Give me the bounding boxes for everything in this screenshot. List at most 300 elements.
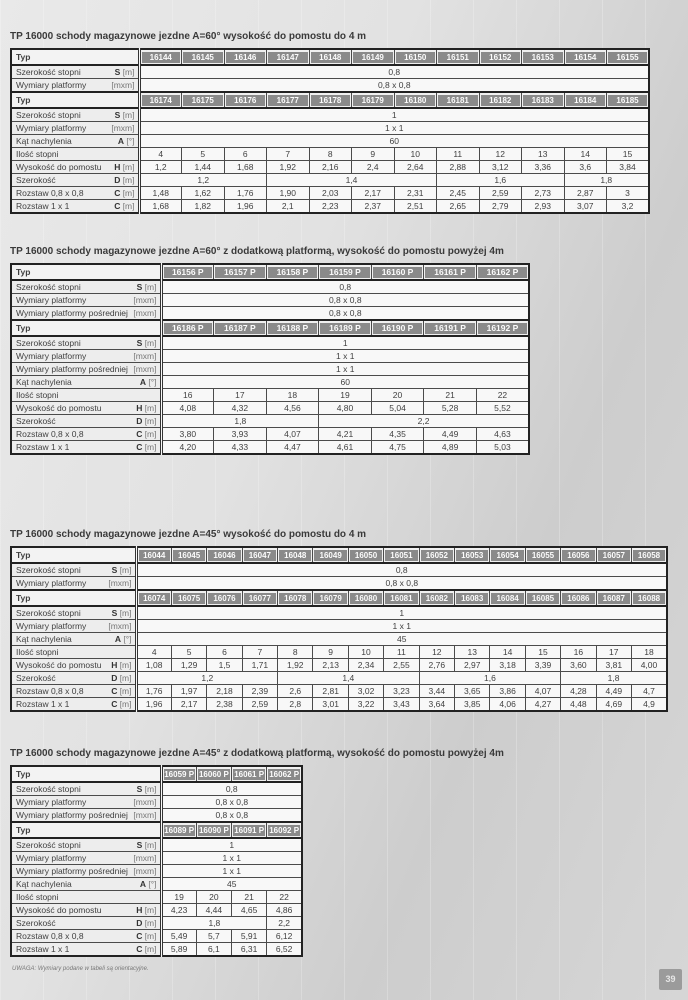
- value-cell: 19: [161, 891, 196, 904]
- table-title: TP 16000 schody magazynowe jezdne A=45° wysokość do pomostu do 4 m: [10, 529, 367, 540]
- typ-cell: [161, 264, 214, 280]
- typ-chip: 16180: [396, 95, 436, 106]
- row-unit: [111, 685, 131, 697]
- value-cell: 4,08: [161, 402, 214, 415]
- value-cell-merged: 0,8: [139, 65, 649, 79]
- row-label: [12, 904, 160, 916]
- value-cell: 2,87: [564, 187, 607, 200]
- value-cell: 10: [394, 148, 437, 161]
- value-cell: 1,68: [139, 200, 182, 214]
- row-unit: [115, 109, 135, 121]
- value-cell: 1,5: [207, 659, 242, 672]
- value-cell-merged: 0,8 x 0,8: [139, 79, 649, 93]
- row-unit: [111, 79, 134, 91]
- section-a60-above-4m: [10, 246, 530, 455]
- typ-cell: [479, 92, 522, 108]
- row-unit: [115, 633, 132, 645]
- typ-cell: [479, 49, 522, 65]
- value-cell: 14: [490, 646, 525, 659]
- typ-chip: 16077: [244, 593, 276, 604]
- typ-cell: [266, 320, 319, 336]
- typ-cell: [564, 49, 607, 65]
- row-label-text: Wymiary platformy: [16, 123, 87, 133]
- row-label-cell: [11, 838, 161, 852]
- row-label-cell: [11, 92, 139, 108]
- value-cell: 8: [309, 148, 352, 161]
- typ-chip: 16153: [523, 52, 563, 63]
- value-cell-span: 1,2: [136, 672, 278, 685]
- row-label-text: Szerokość: [16, 416, 56, 426]
- value-cell-merged: 0,8: [161, 782, 302, 796]
- value-cell: 10: [348, 646, 383, 659]
- value-cell: 3,86: [490, 685, 525, 698]
- value-cell: 16: [161, 389, 214, 402]
- unit-bracket: [m]: [142, 944, 157, 954]
- row-label-cell: [11, 49, 139, 65]
- typ-cell: [309, 92, 352, 108]
- table-row: [11, 620, 667, 633]
- value-cell: 2,65: [437, 200, 480, 214]
- row-label: [12, 307, 160, 319]
- value-cell: 4,32: [214, 402, 267, 415]
- typ-chip: 16188 P: [268, 323, 318, 334]
- row-label-text: Kąt nachylenia: [16, 634, 72, 644]
- typ-chip: 16161 P: [425, 267, 475, 278]
- row-unit: [133, 350, 156, 362]
- table-row: [11, 782, 302, 796]
- table-row: [11, 809, 302, 823]
- typ-chip: 16092 P: [269, 825, 300, 835]
- row-label: [12, 363, 160, 375]
- row-label-text: Szerokość stopni: [16, 608, 81, 618]
- value-cell: 15: [525, 646, 560, 659]
- row-label-text: Typ: [16, 52, 31, 62]
- value-cell: 3,23: [384, 685, 419, 698]
- row-unit: [111, 659, 131, 671]
- row-label: [12, 685, 135, 697]
- row-unit: [114, 200, 134, 212]
- row-unit: [136, 441, 156, 453]
- table-row: [11, 904, 302, 917]
- typ-cell: [139, 49, 182, 65]
- table-row: [11, 428, 529, 441]
- value-cell-merged: 1 x 1: [161, 865, 302, 878]
- row-label: [12, 322, 160, 334]
- unit-symbol: H: [111, 660, 118, 670]
- row-label: [12, 865, 160, 877]
- unit-symbol: C: [111, 699, 118, 709]
- row-label: [12, 441, 160, 453]
- value-cell: 3,39: [525, 659, 560, 672]
- row-unit: [111, 122, 134, 134]
- typ-chip: 16079: [314, 593, 346, 604]
- typ-chip: 16178: [311, 95, 351, 106]
- row-label-cell: [11, 659, 136, 672]
- table-title: TP 16000 schody magazynowe jezdne A=45° z dodatkową platformą, wysokość do pomostu powyżej 4m: [10, 748, 504, 759]
- typ-cell: [196, 822, 231, 838]
- typ-chip: 16084: [491, 593, 523, 604]
- row-label: [12, 135, 138, 147]
- typ-chip: 16151: [438, 52, 478, 63]
- value-cell-span: 1,8: [564, 174, 649, 187]
- typ-chip: 16158 P: [268, 267, 318, 278]
- row-unit: [115, 66, 135, 78]
- unit-symbol: S: [111, 565, 118, 575]
- row-unit: [111, 672, 131, 684]
- unit-bracket: [m]: [120, 175, 135, 185]
- value-cell: 2,79: [479, 200, 522, 214]
- value-cell: 5,03: [476, 441, 529, 455]
- table-row: [11, 363, 529, 376]
- typ-chip: 16057: [598, 550, 630, 561]
- table-row: [11, 852, 302, 865]
- typ-cell: [348, 547, 383, 563]
- row-unit: [108, 620, 131, 632]
- typ-cell: [319, 264, 372, 280]
- row-label-text: Szerokość stopni: [16, 565, 81, 575]
- value-cell-merged: 60: [139, 135, 649, 148]
- typ-chip: 16154: [566, 52, 606, 63]
- typ-chip: 16152: [481, 52, 521, 63]
- value-cell-span: 1,6: [419, 672, 561, 685]
- table-row: [11, 389, 529, 402]
- row-label: [12, 564, 135, 576]
- typ-cell: [476, 264, 529, 280]
- value-cell: 4,47: [266, 441, 319, 455]
- value-cell: 4: [139, 148, 182, 161]
- typ-chip: 16059 P: [164, 769, 195, 779]
- unit-symbol: C: [136, 442, 143, 452]
- typ-chip: 16047: [244, 550, 276, 561]
- row-label-text: Wysokość do pomostu: [16, 162, 102, 172]
- unit-bracket: [mxm]: [108, 578, 132, 588]
- row-unit: [133, 809, 156, 821]
- value-cell: 1,90: [267, 187, 310, 200]
- row-label: [12, 577, 135, 589]
- row-label-cell: [11, 79, 139, 93]
- typ-chip: 16185: [608, 95, 647, 106]
- value-cell: 2,6: [278, 685, 313, 698]
- value-cell: 7: [267, 148, 310, 161]
- typ-cell: [371, 320, 424, 336]
- value-cell: 5,89: [161, 943, 196, 957]
- typ-chip: 16145: [183, 52, 223, 63]
- value-cell: 4,33: [214, 441, 267, 455]
- row-label-text: Wymiary platformy: [16, 797, 87, 807]
- typ-chip: 16060 P: [198, 769, 229, 779]
- table-row: [11, 79, 649, 93]
- row-label-cell: [11, 65, 139, 79]
- typ-chip: 16080: [350, 593, 382, 604]
- row-label: [12, 200, 138, 212]
- typ-chip: 16053: [456, 550, 488, 561]
- value-cell-merged: 0,8 x 0,8: [161, 809, 302, 823]
- row-label-cell: [11, 336, 161, 350]
- typ-chip: 16148: [311, 52, 351, 63]
- row-label: [12, 930, 160, 942]
- row-label: [12, 148, 138, 160]
- row-label: [12, 698, 135, 710]
- value-cell: 1,97: [171, 685, 206, 698]
- row-unit: [136, 402, 156, 414]
- row-label-cell: [11, 428, 161, 441]
- value-cell: 9: [352, 148, 395, 161]
- value-cell: 2,1: [267, 200, 310, 214]
- section-a45-up-to-4m: [10, 529, 668, 712]
- table-row: [11, 200, 649, 214]
- typ-cell: [561, 590, 596, 606]
- row-label-cell: [11, 865, 161, 878]
- value-cell: 2,8: [278, 698, 313, 712]
- typ-cell: [607, 49, 650, 65]
- value-cell-span: 2,2: [319, 415, 529, 428]
- unit-bracket: [mxm]: [133, 351, 157, 361]
- value-cell: 2,76: [419, 659, 454, 672]
- value-cell: 1,76: [224, 187, 267, 200]
- row-label-cell: [11, 917, 161, 930]
- value-cell: 18: [631, 646, 667, 659]
- typ-cell: [207, 547, 242, 563]
- unit-symbol: D: [111, 673, 118, 683]
- value-cell: 2,17: [352, 187, 395, 200]
- table-row: [11, 633, 667, 646]
- value-cell: 3,12: [479, 161, 522, 174]
- row-label-cell: [11, 943, 161, 957]
- spec-table: [10, 263, 530, 455]
- row-label: [12, 891, 160, 903]
- typ-chip: 16190 P: [373, 323, 423, 334]
- typ-cell: [596, 547, 631, 563]
- unit-bracket: [m]: [120, 67, 135, 77]
- value-cell: 3: [607, 187, 650, 200]
- typ-cell: [525, 590, 560, 606]
- value-cell-merged: 0,8: [161, 280, 529, 294]
- row-label-cell: [11, 363, 161, 376]
- unit-bracket: [m]: [142, 282, 157, 292]
- typ-cell: [242, 547, 277, 563]
- unit-symbol: C: [136, 931, 143, 941]
- row-unit: [133, 852, 156, 864]
- value-cell: 20: [371, 389, 424, 402]
- value-cell: 3,22: [348, 698, 383, 712]
- row-label-text: Wymiary platformy: [16, 853, 87, 863]
- row-label-text: Szerokość stopni: [16, 338, 81, 348]
- row-label-cell: [11, 878, 161, 891]
- row-label-text: Rozstaw 0,8 x 0,8: [16, 188, 84, 198]
- unit-symbol: A: [117, 136, 125, 146]
- spec-table-container: [10, 765, 504, 957]
- table-row: [11, 108, 649, 122]
- row-label: [12, 549, 135, 561]
- typ-chip: 16051: [385, 550, 417, 561]
- row-label: [12, 161, 138, 173]
- row-unit: [137, 281, 157, 293]
- table-row: [11, 672, 667, 685]
- typ-cell: [224, 92, 267, 108]
- unit-bracket: [m]: [117, 673, 132, 683]
- typ-chip: 16054: [491, 550, 523, 561]
- value-cell: 3,36: [522, 161, 565, 174]
- row-label-cell: [11, 376, 161, 389]
- typ-cell: [437, 49, 480, 65]
- typ-chip: 16075: [173, 593, 205, 604]
- unit-bracket: [m]: [120, 162, 135, 172]
- typ-cell: [352, 92, 395, 108]
- unit-bracket: [m]: [142, 931, 157, 941]
- typ-cell: [232, 766, 267, 782]
- row-label-text: Wymiary platformy: [16, 351, 87, 361]
- unit-bracket: [m]: [142, 905, 157, 915]
- typ-chip: 16159 P: [320, 267, 370, 278]
- unit-bracket: [m]: [117, 699, 132, 709]
- row-label-cell: [11, 441, 161, 455]
- spec-table-container: [10, 263, 530, 455]
- table-row: [11, 659, 667, 672]
- typ-cell: [424, 320, 477, 336]
- table-row: [11, 294, 529, 307]
- row-label-cell: [11, 200, 139, 214]
- unit-symbol: S: [136, 784, 143, 794]
- typ-chip: 16045: [173, 550, 205, 561]
- row-unit: [140, 878, 157, 890]
- unit-bracket: [m]: [142, 784, 157, 794]
- value-cell-merged: 0,8 x 0,8: [161, 307, 529, 321]
- row-label-cell: [11, 135, 139, 148]
- typ-cell: [278, 590, 313, 606]
- value-cell: 2,17: [171, 698, 206, 712]
- unit-symbol: S: [136, 840, 143, 850]
- value-cell: 2,34: [348, 659, 383, 672]
- row-label-text: Rozstaw 0,8 x 0,8: [16, 429, 84, 439]
- value-cell: 17: [214, 389, 267, 402]
- typ-chip: 16186 P: [164, 323, 213, 334]
- typ-cell: [267, 766, 302, 782]
- typ-cell: [561, 547, 596, 563]
- value-cell-span: 1,4: [267, 174, 437, 187]
- typ-cell: [607, 92, 650, 108]
- value-cell: 4,49: [424, 428, 477, 441]
- table-row: [11, 930, 302, 943]
- value-cell: 12: [419, 646, 454, 659]
- unit-bracket: [m]: [142, 442, 157, 452]
- value-cell: 2,59: [479, 187, 522, 200]
- typ-chip: 16085: [527, 593, 559, 604]
- row-label: [12, 187, 138, 199]
- typ-chip: 16046: [208, 550, 240, 561]
- row-label: [12, 266, 160, 278]
- table-title: TP 16000 schody magazynowe jezdne A=60° z dodatkową platformą, wysokość do pomostu powyżej 4m: [10, 246, 504, 257]
- row-label: [12, 768, 160, 780]
- value-cell: 2,97: [455, 659, 490, 672]
- unit-symbol: H: [136, 905, 143, 915]
- row-label-text: Kąt nachylenia: [16, 136, 72, 146]
- row-label-cell: [11, 264, 161, 280]
- row-label-text: Typ: [16, 769, 31, 779]
- typ-cell: [319, 320, 372, 336]
- row-label-cell: [11, 766, 161, 782]
- value-cell: 18: [266, 389, 319, 402]
- value-cell: 4,27: [525, 698, 560, 712]
- value-cell: 2,16: [309, 161, 352, 174]
- typ-chip: 16082: [421, 593, 453, 604]
- unit-bracket: [m]: [142, 403, 157, 413]
- unit-bracket: [mxm]: [111, 80, 135, 90]
- row-label: [12, 415, 160, 427]
- value-cell: 4,7: [631, 685, 667, 698]
- typ-cell: [371, 264, 424, 280]
- row-label: [12, 917, 160, 929]
- value-cell: 3,2: [607, 200, 650, 214]
- value-cell: 3,60: [561, 659, 596, 672]
- typ-cell: [384, 547, 419, 563]
- value-cell: 4,69: [596, 698, 631, 712]
- value-cell: 4,75: [371, 441, 424, 455]
- value-cell: 1,96: [224, 200, 267, 214]
- unit-symbol: A: [139, 377, 147, 387]
- row-label: [12, 294, 160, 306]
- row-label-text: Wymiary platformy: [16, 621, 87, 631]
- table-row: [11, 698, 667, 712]
- row-label-cell: [11, 606, 136, 620]
- row-label-text: Szerokość: [16, 673, 56, 683]
- value-cell: 4,28: [561, 685, 596, 698]
- value-cell: 13: [455, 646, 490, 659]
- value-cell: 11: [437, 148, 480, 161]
- row-label-text: Wymiary platformy pośredniej: [16, 810, 128, 820]
- value-cell: 4,20: [161, 441, 214, 455]
- typ-chip: 16187 P: [215, 323, 265, 334]
- unit-bracket: [°]: [146, 377, 157, 387]
- unit-symbol: D: [136, 918, 143, 928]
- row-label: [12, 376, 160, 388]
- unit-bracket: [mxm]: [133, 364, 157, 374]
- value-cell: 4: [136, 646, 171, 659]
- table-row: [11, 307, 529, 321]
- row-label: [12, 428, 160, 440]
- unit-bracket: [mxm]: [133, 866, 157, 876]
- footnote: UWAGA: Wymiary podane w tabeli są orientacyjne.: [12, 966, 149, 972]
- value-cell: 2,03: [309, 187, 352, 200]
- row-unit: [137, 783, 157, 795]
- unit-bracket: [m]: [117, 565, 132, 575]
- typ-chip: 16086: [562, 593, 594, 604]
- value-cell: 2,23: [309, 200, 352, 214]
- typ-cell: [207, 590, 242, 606]
- row-label-cell: [11, 402, 161, 415]
- unit-bracket: [m]: [142, 918, 157, 928]
- row-label-cell: [11, 930, 161, 943]
- typ-chip: 16076: [208, 593, 240, 604]
- typ-cell: [522, 92, 565, 108]
- row-label-cell: [11, 320, 161, 336]
- row-label: [12, 607, 135, 619]
- table-row: [11, 646, 667, 659]
- typ-chip: 16144: [142, 52, 181, 63]
- unit-symbol: A: [139, 879, 147, 889]
- row-label: [12, 839, 160, 851]
- row-unit: [136, 917, 156, 929]
- typ-cell: [419, 590, 454, 606]
- row-label-cell: [11, 415, 161, 428]
- value-cell: 14: [564, 148, 607, 161]
- value-cell: 1,96: [136, 698, 171, 712]
- unit-bracket: [mxm]: [133, 295, 157, 305]
- unit-bracket: [°]: [146, 879, 157, 889]
- typ-chip: 16181: [438, 95, 478, 106]
- unit-symbol: S: [114, 67, 121, 77]
- value-cell: 4,56: [266, 402, 319, 415]
- typ-cell: [161, 766, 196, 782]
